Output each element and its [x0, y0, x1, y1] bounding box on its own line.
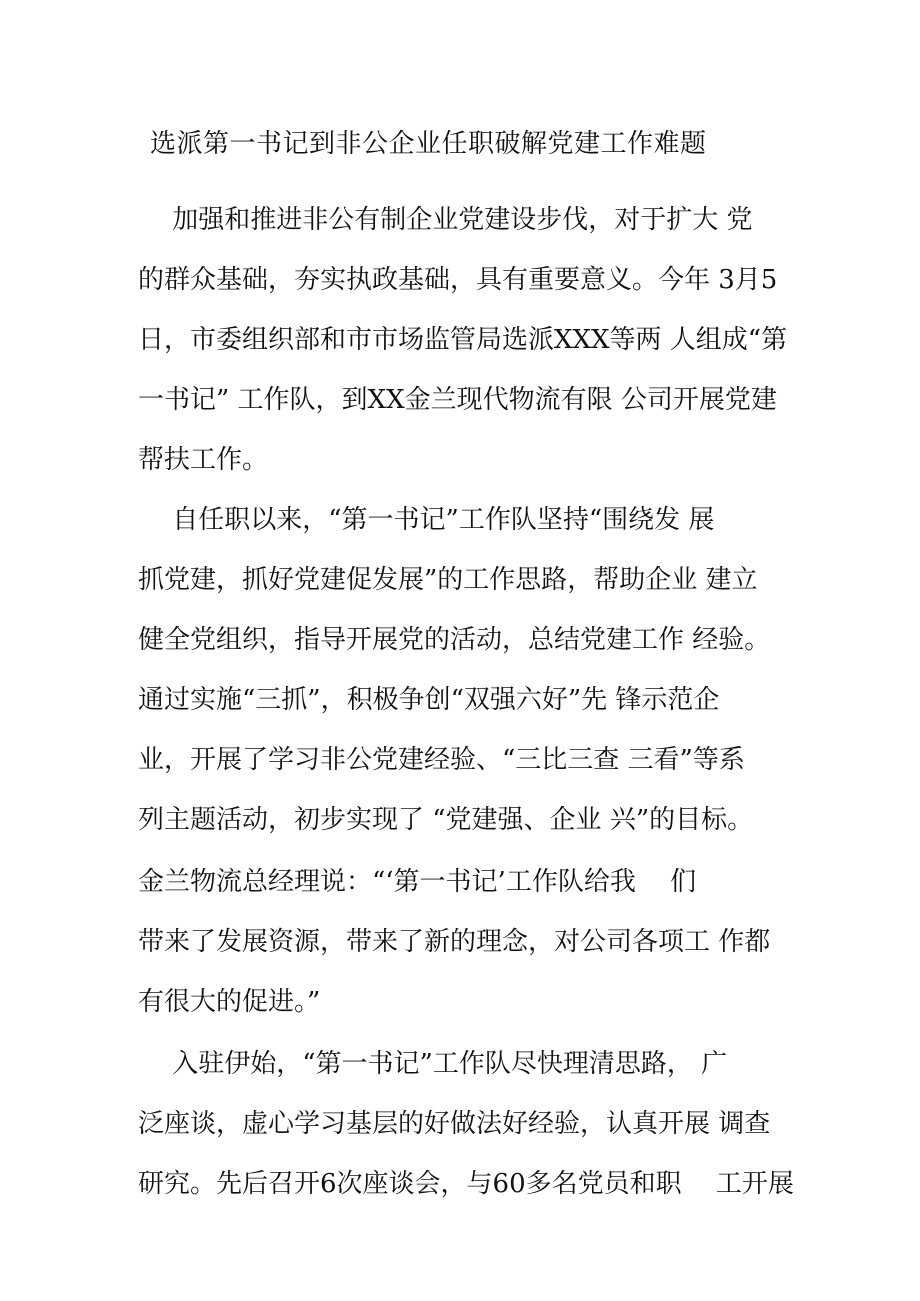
paragraph-line: 一书记” 工作队，到XX金兰现代物流有限 公司开展党建 [138, 385, 777, 415]
paragraph-line: 帮扶工作。 [138, 445, 269, 475]
paragraph-line: 加强和推进非公有制企业党建设步伐，对于扩大 党 [138, 205, 753, 235]
paragraph-line: 泛座谈，虚心学习基层的好做法好经验，认真开展 调查 [138, 1109, 771, 1139]
paragraph-line: 业，开展了学习非公党建经验、“三比三查 三看”等系 [138, 745, 745, 775]
paragraph-line: 健全党组织，指导开展党的活动，总结党建工作 经验。 [138, 625, 771, 655]
paragraph-line: 自任职以来，“第一书记”工作队坚持“围绕发 展 [138, 505, 715, 535]
paragraph-line: 的群众基础，夯实执政基础，具有重要意义。今年 3月5 [138, 265, 778, 295]
paragraph-line: 带来了发展资源，带来了新的理念，对公司各项工 作都 [138, 927, 771, 957]
paragraph-line: 入驻伊始，“第一书记”工作队尽快理清思路， 广 [138, 1049, 728, 1079]
paragraph-line: 金兰物流总经理说：“‘第一书记’工作队给我 们 [138, 867, 697, 897]
paragraph-line: 列主题活动，初步实现了 “党建强、企业 兴”的目标。 [138, 805, 754, 835]
document-title: 选派第一书记到非公企业任职破解党建工作难题 [150, 129, 707, 159]
paragraph-line: 研究。先后召开6次座谈会，与60多名党员和职 工开展 [138, 1169, 794, 1199]
paragraph-line: 通过实施“三抓”，积极争创“双强六好”先 锋示范企 [138, 685, 720, 715]
paragraph-line: 日，市委组织部和市市场监管局选派XXX等两 人组成“第 [138, 325, 788, 355]
paragraph-line: 抓党建，抓好党建促发展”的工作思路，帮助企业 建立 [138, 565, 758, 595]
paragraph-line: 有很大的促进。” [138, 987, 321, 1017]
